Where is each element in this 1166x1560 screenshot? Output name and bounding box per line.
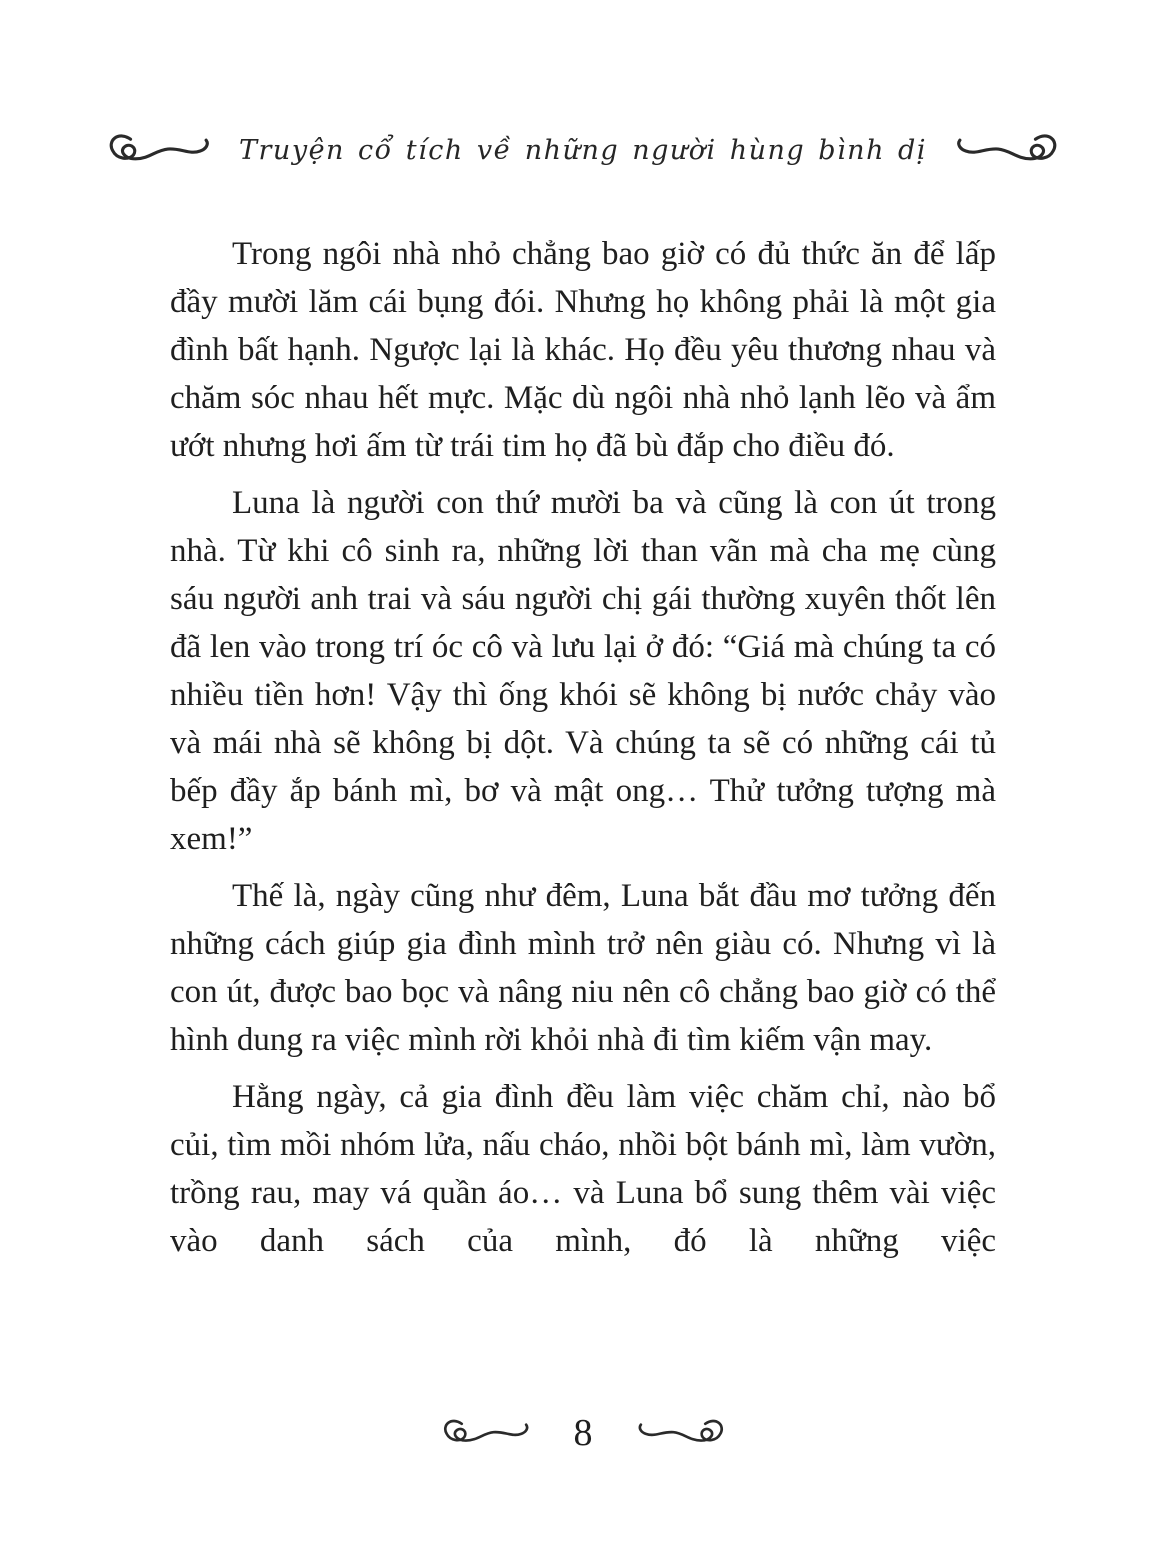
body-paragraph: Hằng ngày, cả gia đình đều làm việc chăm chỉ, nào bổ củi, tìm mồi nhóm lửa, nấu cháo, nhồi bột bánh mì, làm vườn, trồng rau, may vá quần áo… và Luna bổ sung thêm vài việc vào danh sách của mình, đó là những việc [170, 1079, 996, 1259]
footer-flourish-left-icon [440, 1414, 532, 1452]
running-header-title: Truyện cổ tích về những người hùng bình dị [239, 134, 927, 166]
page-footer [0, 1414, 1166, 1452]
header-flourish-left-icon [105, 128, 213, 172]
running-header [0, 128, 1166, 172]
body-paragraph: Trong ngôi nhà nhỏ chẳng bao giờ có đủ thức ăn để lấp đầy mười lăm cái bụng đói. Nhưng họ không phải là một gia đình bất hạnh. Ngược lại là khác. Họ đều yêu thương nhau và chăm sóc nhau hết mực. Mặc dù ngôi nhà nhỏ lạnh lẽo và ẩm ướt nhưng hơi ấm từ trái tim họ đã bù đắp cho điều đó. [170, 236, 996, 464]
body-paragraph: Thế là, ngày cũng như đêm, Luna bắt đầu mơ tưởng đến những cách giúp gia đình mình trở nên giàu có. Nhưng vì là con út, được bao bọc và nâng niu nên cô chẳng bao giờ có thể hình dung ra việc mình rời khỏi nhà đi tìm kiếm vận may. [170, 878, 996, 1058]
body-paragraph: Luna là người con thứ mười ba và cũng là con út trong nhà. Từ khi cô sinh ra, những lời than vãn mà cha mẹ cùng sáu người anh trai và sáu người chị gái thường xuyên thốt lên đã len vào trong trí óc cô và lưu lại ở đó: “Giá mà chúng ta có nhiều tiền hơn! Vậy thì ống khói sẽ không bị nước chảy vào và mái nhà sẽ không bị dột. Và chúng ta sẽ có những cái tủ bếp đầy ắp bánh mì, bơ và mật ong… Thử tưởng tượng mà xem!” [170, 485, 996, 857]
page-body [170, 230, 996, 1265]
header-flourish-right-icon [953, 128, 1061, 172]
footer-flourish-right-icon [635, 1414, 727, 1452]
page-number: 8 [573, 1412, 593, 1454]
